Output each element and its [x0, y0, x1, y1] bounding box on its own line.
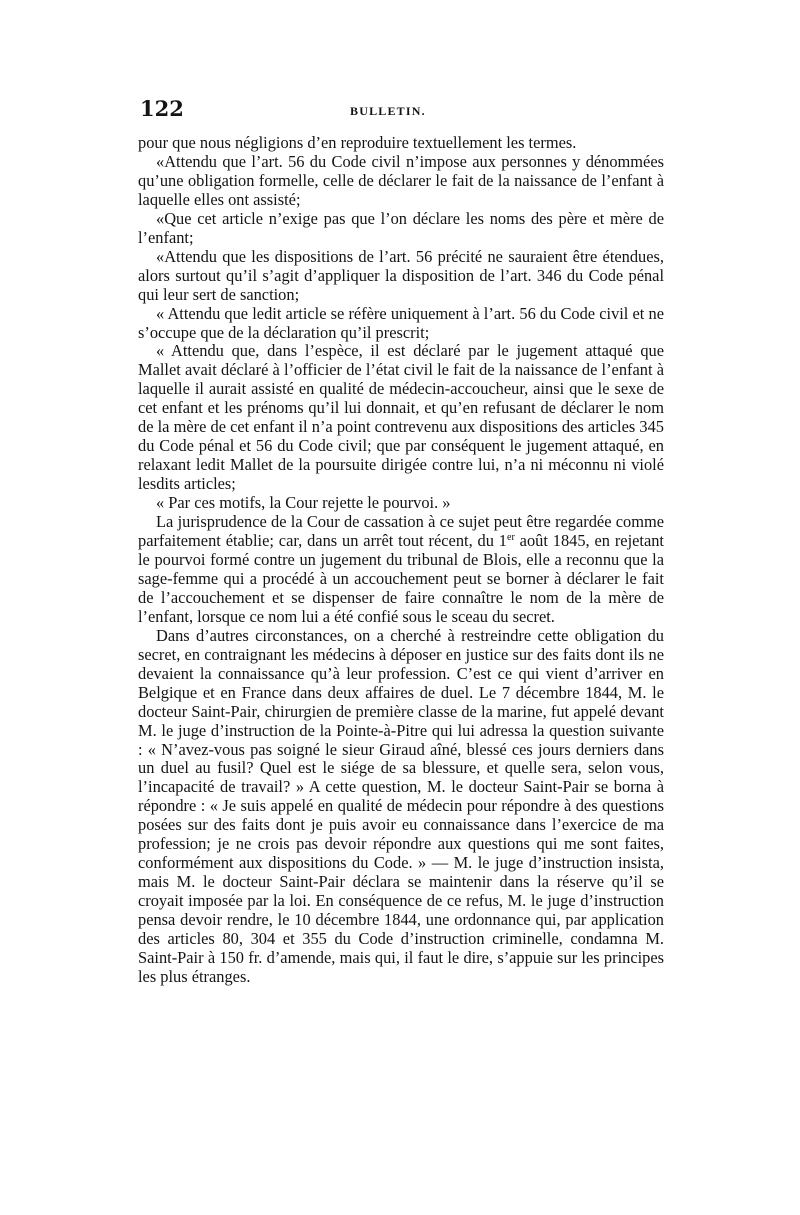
- running-title: BULLETIN.: [350, 104, 426, 118]
- quote-paragraph-attendu-3: « Attendu que ledit article se réfère uniquement à l’art. 56 du Code civil et ne s’occupe que de la déclaration qu’il prescrit;: [138, 303, 664, 342]
- quote-paragraph-attendu-2: «Attendu que les dispositions de l’art. 56 précité ne sauraient être étendues, alors surtout qu’il s’agit d’appliquer la disposition de l’art. 346 du Code pénal qui leur sert de sanction;: [138, 246, 664, 304]
- quote-paragraph-que: «Que cet article n’exige pas que l’on déclare les noms des père et mère de l’enfant;: [138, 208, 664, 247]
- paragraph-autres-circonstances: Dans d’autres circonstances, on a cherché à restreindre cette obligation du secret, en contraignant les médecins à déposer en justice sur des faits dont ils ne devaient la connaissance qu’à leur profession. C’est ce qui vient d’arriver en Belgique et en France dans deux affaires de duel. Le 7 décembre 1844, M. le docteur Saint-Pair, chirurgien de première classe de la marine, fut appelé devant M. le juge d’instruction de la Pointe-à-Pitre qui lui adressa la question suivante : « N’avez-vous pas soigné le sieur Giraud aîné, blessé ces jours derniers dans un duel au fusil? Quel est le siége de sa blessure, et quelle sera, selon vous, l’incapacité de travail? » A cette question, M. le docteur Saint-Pair se borna à répondre : « Je suis appelé en qualité de médecin pour répondre à des questions posées sur des faits dont je puis avoir eu connaissance dans l’exercice de ma profession; je ne crois pas devoir répondre aux questions qui me sont faites, conformément aux dispositions du Code. » — M. le juge d’instruction insista, mais M. le docteur Saint-Pair déclara se maintenir dans la réserve qu’il se croyait imposée par la loi. En conséquence de ce refus, M. le juge d’instruction pensa devoir rendre, le 10 décembre 1844, une ordonnance qui, par application des articles 80, 304 et 355 du Code d’instruction criminelle, condamna M. Saint-Pair à 150 fr. d’amende, mais qui, il faut le dire, s’appuie sur les principes les plus étranges.: [138, 625, 664, 986]
- quote-paragraph-attendu-1: «Attendu que l’art. 56 du Code civil n’impose aux personnes y dénommées qu’une obligation formelle, celle de déclarer le fait de la naissance de l’enfant à laquelle elles ont assisté;: [138, 151, 664, 209]
- quote-paragraph-motifs: « Par ces motifs, la Cour rejette le pourvoi. »: [156, 493, 451, 513]
- ordinal-superscript: er: [507, 532, 515, 544]
- quote-paragraph-attendu-4: « Attendu que, dans l’espèce, il est déclaré par le jugement attaqué que Mallet avait déclaré à l’officier de l’état civil le fait de la naissance de l’enfant à laquelle il aurait assisté en qualité de médecin-accoucheur, ainsi que le sexe de cet enfant et les prénoms qu’il lui donnait, et qu’en refusant de déclarer le nom de la mère de cet enfant il n’a point contrevenu aux dispositions des articles 345 du Code pénal et 56 du Code civil; que par conséquent le jugement attaqué, en relaxant ledit Mallet de la poursuite dirigée contre lui, n’a ni méconnu ni violé lesdits articles;: [138, 341, 664, 494]
- paragraph-jurisprudence: [138, 513, 664, 627]
- running-head: [138, 96, 664, 134]
- paragraph-continuation: pour que nous négligions d’en reproduire textuellement les termes.: [138, 133, 577, 152]
- paragraph-jurisprudence-end: août 1845, en rejetant le pourvoi formé contre un jugement du tribunal de Blois, elle a reconnu que la sage-femme qui a procédé à un accouchement peut se borner à déclarer le fait de l’accouchement et se dispenser de faire connaître le nom de la mère de l’enfant, lorsque ce nom lui a été confié sous le sceau du secret.: [138, 531, 664, 626]
- book-page: [138, 96, 664, 987]
- page-number: 122: [140, 96, 184, 121]
- paragraph-jurisprudence-start: La jurisprudence de la Cour de cassation à ce sujet peut être regardée comme parfaitement établie; car, dans un arrêt tout récent, du 1: [138, 512, 664, 551]
- body-text: [138, 134, 664, 987]
